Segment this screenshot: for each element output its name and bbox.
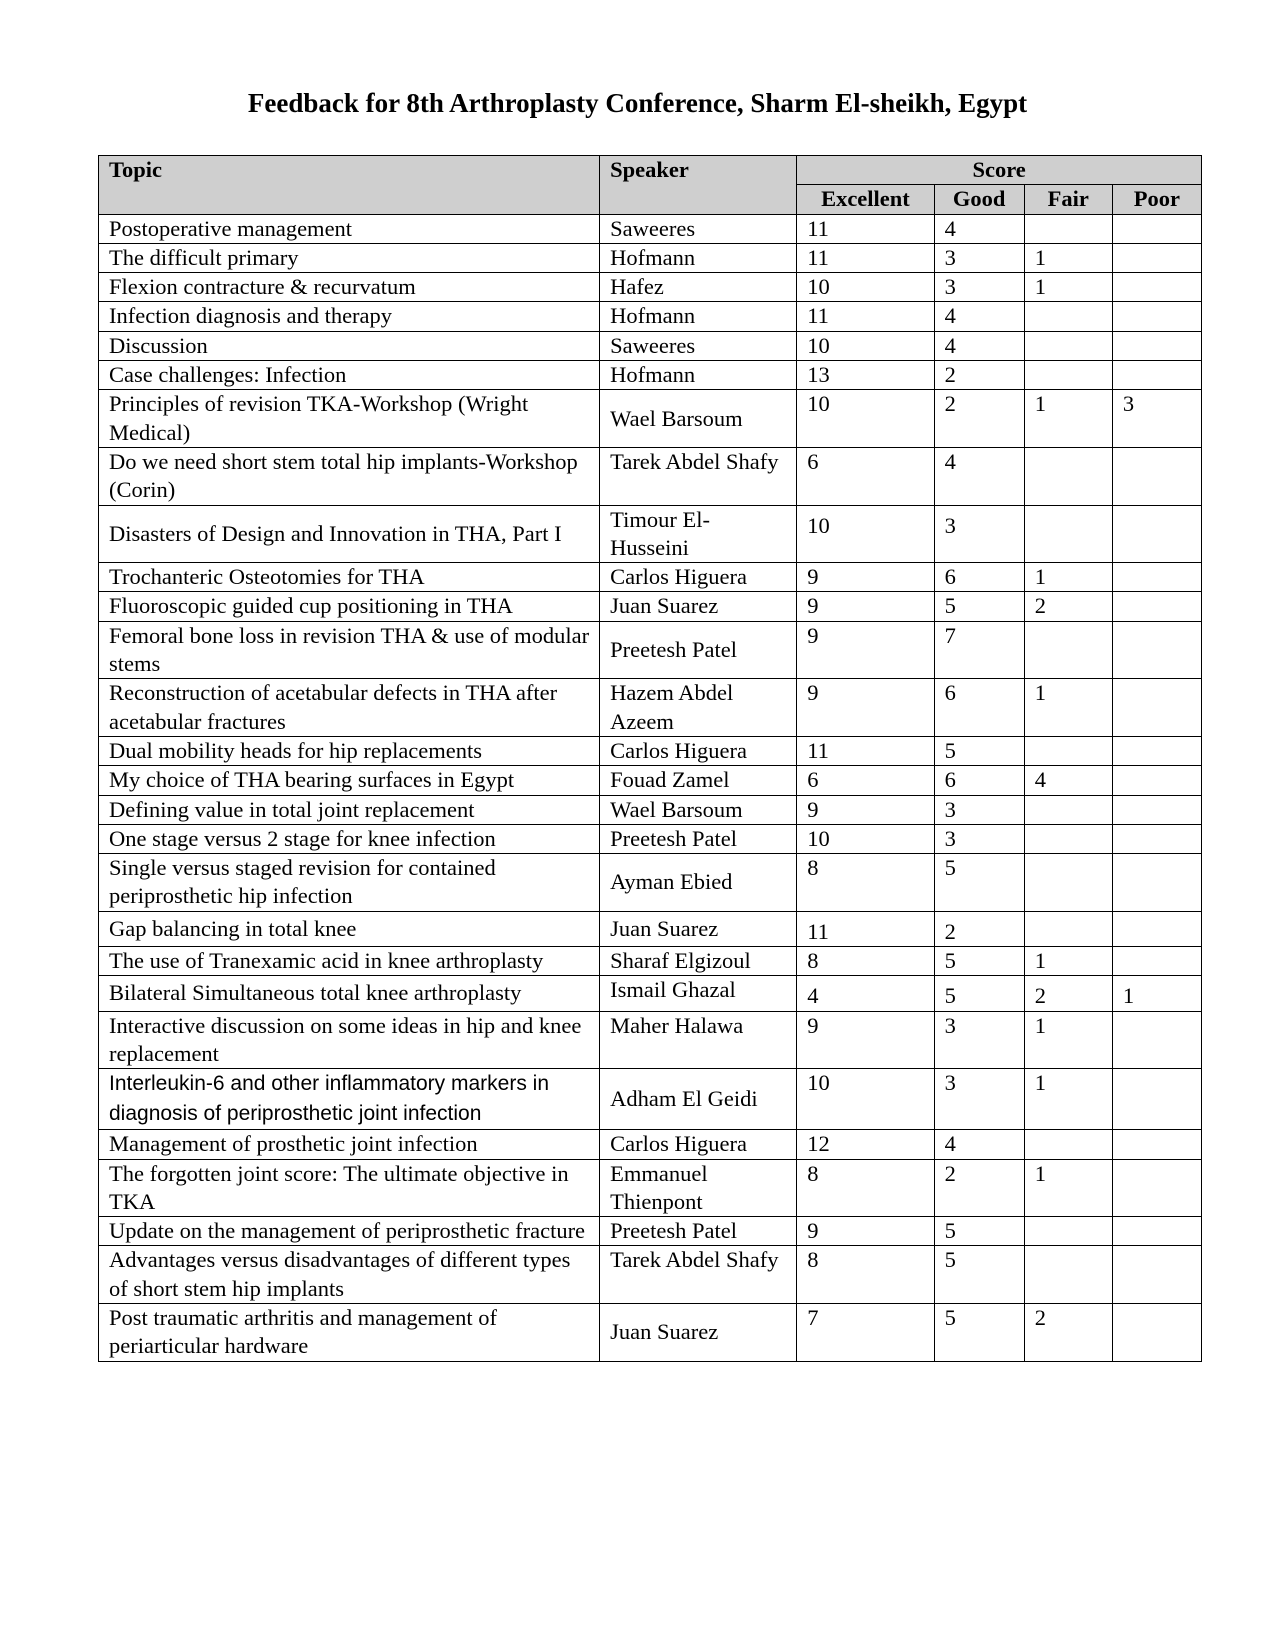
fair-score-cell xyxy=(1024,854,1112,912)
speaker-cell: Fouad Zamel xyxy=(600,766,797,795)
fair-score-cell xyxy=(1024,505,1112,563)
excellent-score-cell: 7 xyxy=(797,1303,934,1361)
excellent-score-cell: 6 xyxy=(797,447,934,505)
fair-score-cell: 2 xyxy=(1024,592,1112,621)
fair-score-cell xyxy=(1024,1130,1112,1159)
header-topic: Topic xyxy=(99,156,600,215)
good-score-cell: 3 xyxy=(934,795,1024,824)
good-score-cell: 5 xyxy=(934,1303,1024,1361)
good-score-cell: 2 xyxy=(934,361,1024,390)
excellent-score-cell: 10 xyxy=(797,1069,934,1130)
excellent-score-cell: 10 xyxy=(797,331,934,360)
poor-score-cell xyxy=(1112,1246,1201,1304)
excellent-score-cell: 9 xyxy=(797,679,934,737)
poor-score-cell xyxy=(1112,911,1201,946)
poor-score-cell xyxy=(1112,854,1201,912)
fair-score-cell: 2 xyxy=(1024,976,1112,1011)
good-score-cell: 4 xyxy=(934,1130,1024,1159)
poor-score-cell xyxy=(1112,824,1201,853)
topic-cell: Infection diagnosis and therapy xyxy=(99,302,600,331)
speaker-cell: Saweeres xyxy=(600,214,797,243)
poor-score-cell xyxy=(1112,1130,1201,1159)
fair-score-cell: 1 xyxy=(1024,1011,1112,1069)
fair-score-cell: 4 xyxy=(1024,766,1112,795)
excellent-score-cell: 10 xyxy=(797,824,934,853)
speaker-cell: Juan Suarez xyxy=(600,911,797,946)
table-row xyxy=(99,1217,1202,1246)
table-row xyxy=(99,911,1202,946)
page-title: Feedback for 8th Arthroplasty Conference, Sharm El-sheikh, Egypt xyxy=(247,88,1028,118)
excellent-score-cell: 12 xyxy=(797,1130,934,1159)
good-score-cell: 5 xyxy=(934,976,1024,1011)
poor-score-cell xyxy=(1112,331,1201,360)
header-excellent: Excellent xyxy=(797,185,934,214)
poor-score-cell xyxy=(1112,447,1201,505)
excellent-score-cell: 8 xyxy=(797,947,934,976)
topic-cell: The difficult primary xyxy=(99,243,600,272)
table-row xyxy=(99,1303,1202,1361)
table-row xyxy=(99,243,1202,272)
topic-cell: Interactive discussion on some ideas in hip and knee replacement xyxy=(99,1011,600,1069)
poor-score-cell xyxy=(1112,766,1201,795)
good-score-cell: 4 xyxy=(934,447,1024,505)
poor-score-cell xyxy=(1112,505,1201,563)
topic-cell: Interleukin-6 and other inflammatory markers in diagnosis of periprosthetic joint infection xyxy=(99,1069,600,1130)
poor-score-cell xyxy=(1112,592,1201,621)
excellent-score-cell: 10 xyxy=(797,390,934,448)
speaker-cell: Ismail Ghazal xyxy=(600,976,797,1011)
good-score-cell: 2 xyxy=(934,390,1024,448)
poor-score-cell xyxy=(1112,679,1201,737)
fair-score-cell: 1 xyxy=(1024,1069,1112,1130)
topic-cell: Principles of revision TKA-Workshop (Wright Medical) xyxy=(99,390,600,448)
fair-score-cell xyxy=(1024,361,1112,390)
good-score-cell: 5 xyxy=(934,592,1024,621)
excellent-score-cell: 13 xyxy=(797,361,934,390)
topic-cell: Update on the management of periprosthetic fracture xyxy=(99,1217,600,1246)
fair-score-cell xyxy=(1024,1217,1112,1246)
good-score-cell: 6 xyxy=(934,563,1024,592)
table-row xyxy=(99,447,1202,505)
header-fair: Fair xyxy=(1024,185,1112,214)
fair-score-cell xyxy=(1024,736,1112,765)
good-score-cell: 3 xyxy=(934,824,1024,853)
fair-score-cell xyxy=(1024,795,1112,824)
topic-cell: Advantages versus disadvantages of different types of short stem hip implants xyxy=(99,1246,600,1304)
topic-cell: Dual mobility heads for hip replacements xyxy=(99,736,600,765)
header-score: Score xyxy=(797,156,1202,185)
speaker-cell: Maher Halawa xyxy=(600,1011,797,1069)
excellent-score-cell: 11 xyxy=(797,243,934,272)
excellent-score-cell: 11 xyxy=(797,214,934,243)
poor-score-cell xyxy=(1112,243,1201,272)
speaker-cell: Preetesh Patel xyxy=(600,824,797,853)
table-row xyxy=(99,361,1202,390)
topic-cell: Flexion contracture & recurvatum xyxy=(99,273,600,302)
topic-cell: The use of Tranexamic acid in knee arthroplasty xyxy=(99,947,600,976)
table-row xyxy=(99,1130,1202,1159)
poor-score-cell xyxy=(1112,361,1201,390)
good-score-cell: 3 xyxy=(934,505,1024,563)
good-score-cell: 4 xyxy=(934,302,1024,331)
poor-score-cell xyxy=(1112,736,1201,765)
fair-score-cell: 1 xyxy=(1024,1159,1112,1217)
good-score-cell: 3 xyxy=(934,243,1024,272)
excellent-score-cell: 11 xyxy=(797,736,934,765)
speaker-cell: Wael Barsoum xyxy=(600,795,797,824)
poor-score-cell xyxy=(1112,214,1201,243)
topic-cell: Case challenges: Infection xyxy=(99,361,600,390)
good-score-cell: 6 xyxy=(934,766,1024,795)
speaker-cell: Hofmann xyxy=(600,302,797,331)
table-row xyxy=(99,592,1202,621)
excellent-score-cell: 8 xyxy=(797,1246,934,1304)
table-row xyxy=(99,795,1202,824)
fair-score-cell xyxy=(1024,824,1112,853)
topic-cell: Postoperative management xyxy=(99,214,600,243)
poor-score-cell: 1 xyxy=(1112,976,1201,1011)
good-score-cell: 3 xyxy=(934,1069,1024,1130)
fair-score-cell: 1 xyxy=(1024,679,1112,737)
table-row xyxy=(99,214,1202,243)
excellent-score-cell: 8 xyxy=(797,854,934,912)
fair-score-cell xyxy=(1024,331,1112,360)
topic-cell: Trochanteric Osteotomies for THA xyxy=(99,563,600,592)
topic-cell: Defining value in total joint replacement xyxy=(99,795,600,824)
poor-score-cell xyxy=(1112,1011,1201,1069)
table-row xyxy=(99,736,1202,765)
table-row xyxy=(99,947,1202,976)
good-score-cell: 7 xyxy=(934,621,1024,679)
table-row xyxy=(99,505,1202,563)
excellent-score-cell: 11 xyxy=(797,302,934,331)
table-row xyxy=(99,1246,1202,1304)
poor-score-cell xyxy=(1112,1159,1201,1217)
excellent-score-cell: 6 xyxy=(797,766,934,795)
header-speaker: Speaker xyxy=(600,156,797,215)
table-row xyxy=(99,854,1202,912)
fair-score-cell: 1 xyxy=(1024,243,1112,272)
good-score-cell: 5 xyxy=(934,736,1024,765)
table-header xyxy=(99,156,1202,215)
excellent-score-cell: 11 xyxy=(797,911,934,946)
good-score-cell: 3 xyxy=(934,1011,1024,1069)
table-row xyxy=(99,824,1202,853)
speaker-cell: Preetesh Patel xyxy=(600,621,797,679)
speaker-cell: Juan Suarez xyxy=(600,592,797,621)
speaker-cell: Emmanuel Thienpont xyxy=(600,1159,797,1217)
excellent-score-cell: 9 xyxy=(797,795,934,824)
poor-score-cell: 3 xyxy=(1112,390,1201,448)
topic-cell: One stage versus 2 stage for knee infection xyxy=(99,824,600,853)
header-poor: Poor xyxy=(1112,185,1201,214)
topic-cell: Reconstruction of acetabular defects in THA after acetabular fractures xyxy=(99,679,600,737)
table-row xyxy=(99,390,1202,448)
speaker-cell: Timour El-Husseini xyxy=(600,505,797,563)
topic-cell: The forgotten joint score: The ultimate objective in TKA xyxy=(99,1159,600,1217)
fair-score-cell xyxy=(1024,911,1112,946)
table-body xyxy=(99,214,1202,1361)
good-score-cell: 3 xyxy=(934,273,1024,302)
table-row xyxy=(99,331,1202,360)
table-row xyxy=(99,273,1202,302)
speaker-cell: Ayman Ebied xyxy=(600,854,797,912)
speaker-cell: Carlos Higuera xyxy=(600,736,797,765)
topic-cell: Gap balancing in total knee xyxy=(99,911,600,946)
poor-score-cell xyxy=(1112,947,1201,976)
speaker-cell: Sharaf Elgizoul xyxy=(600,947,797,976)
topic-cell: My choice of THA bearing surfaces in Egypt xyxy=(99,766,600,795)
topic-cell: Single versus staged revision for contained periprosthetic hip infection xyxy=(99,854,600,912)
fair-score-cell xyxy=(1024,447,1112,505)
speaker-cell: Hafez xyxy=(600,273,797,302)
table-row xyxy=(99,1069,1202,1130)
fair-score-cell xyxy=(1024,214,1112,243)
topic-cell: Management of prosthetic joint infection xyxy=(99,1130,600,1159)
speaker-cell: Adham El Geidi xyxy=(600,1069,797,1130)
excellent-score-cell: 9 xyxy=(797,621,934,679)
poor-score-cell xyxy=(1112,795,1201,824)
good-score-cell: 5 xyxy=(934,947,1024,976)
table-row xyxy=(99,976,1202,1011)
header-good: Good xyxy=(934,185,1024,214)
table-row xyxy=(99,302,1202,331)
topic-cell: Discussion xyxy=(99,331,600,360)
fair-score-cell: 1 xyxy=(1024,273,1112,302)
fair-score-cell xyxy=(1024,621,1112,679)
poor-score-cell xyxy=(1112,1217,1201,1246)
topic-cell: Femoral bone loss in revision THA & use of modular stems xyxy=(99,621,600,679)
poor-score-cell xyxy=(1112,563,1201,592)
speaker-cell: Hofmann xyxy=(600,243,797,272)
good-score-cell: 5 xyxy=(934,1246,1024,1304)
excellent-score-cell: 4 xyxy=(797,976,934,1011)
topic-cell: Bilateral Simultaneous total knee arthroplasty xyxy=(99,976,600,1011)
table-row xyxy=(99,1159,1202,1217)
poor-score-cell xyxy=(1112,1069,1201,1130)
fair-score-cell: 1 xyxy=(1024,563,1112,592)
excellent-score-cell: 9 xyxy=(797,563,934,592)
topic-cell: Fluoroscopic guided cup positioning in THA xyxy=(99,592,600,621)
speaker-cell: Hazem Abdel Azeem xyxy=(600,679,797,737)
fair-score-cell: 1 xyxy=(1024,390,1112,448)
topic-cell: Post traumatic arthritis and management of periarticular hardware xyxy=(99,1303,600,1361)
good-score-cell: 2 xyxy=(934,911,1024,946)
poor-score-cell xyxy=(1112,302,1201,331)
table-row xyxy=(99,1011,1202,1069)
speaker-cell: Tarek Abdel Shafy xyxy=(600,1246,797,1304)
poor-score-cell xyxy=(1112,621,1201,679)
fair-score-cell: 1 xyxy=(1024,947,1112,976)
fair-score-cell xyxy=(1024,1246,1112,1304)
excellent-score-cell: 10 xyxy=(797,273,934,302)
table-row xyxy=(99,679,1202,737)
table-row xyxy=(99,621,1202,679)
fair-score-cell xyxy=(1024,302,1112,331)
speaker-cell: Tarek Abdel Shafy xyxy=(600,447,797,505)
excellent-score-cell: 10 xyxy=(797,505,934,563)
poor-score-cell xyxy=(1112,273,1201,302)
good-score-cell: 5 xyxy=(934,854,1024,912)
speaker-cell: Wael Barsoum xyxy=(600,390,797,448)
excellent-score-cell: 9 xyxy=(797,592,934,621)
excellent-score-cell: 9 xyxy=(797,1217,934,1246)
good-score-cell: 4 xyxy=(934,214,1024,243)
feedback-table xyxy=(98,155,1202,1362)
table-row xyxy=(99,766,1202,795)
speaker-cell: Carlos Higuera xyxy=(600,563,797,592)
topic-cell: Disasters of Design and Innovation in THA, Part I xyxy=(99,505,600,563)
excellent-score-cell: 9 xyxy=(797,1011,934,1069)
poor-score-cell xyxy=(1112,1303,1201,1361)
excellent-score-cell: 8 xyxy=(797,1159,934,1217)
good-score-cell: 2 xyxy=(934,1159,1024,1217)
speaker-cell: Preetesh Patel xyxy=(600,1217,797,1246)
good-score-cell: 6 xyxy=(934,679,1024,737)
good-score-cell: 5 xyxy=(934,1217,1024,1246)
speaker-cell: Carlos Higuera xyxy=(600,1130,797,1159)
speaker-cell: Hofmann xyxy=(600,361,797,390)
topic-cell: Do we need short stem total hip implants-Workshop (Corin) xyxy=(99,447,600,505)
speaker-cell: Saweeres xyxy=(600,331,797,360)
good-score-cell: 4 xyxy=(934,331,1024,360)
table-row xyxy=(99,563,1202,592)
fair-score-cell: 2 xyxy=(1024,1303,1112,1361)
speaker-cell: Juan Suarez xyxy=(600,1303,797,1361)
